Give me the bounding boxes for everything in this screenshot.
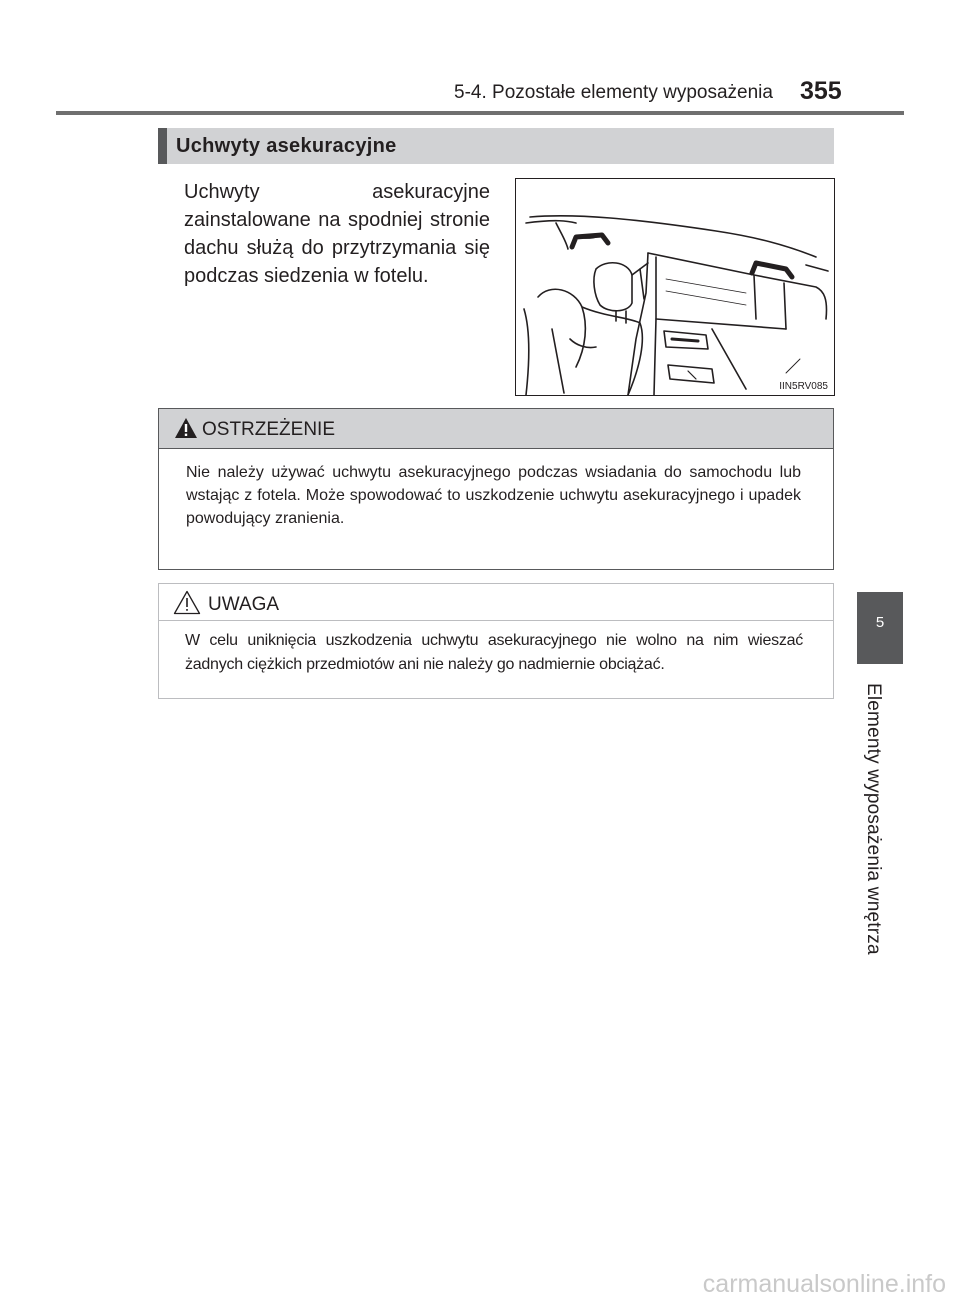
caution-triangle-icon <box>173 590 201 620</box>
car-interior-drawing <box>516 179 834 395</box>
notice-box <box>158 583 834 699</box>
chapter-number: 5 <box>875 614 885 631</box>
running-header-section: 5-4. Pozostałe elementy wyposażenia <box>454 82 773 103</box>
warning-header <box>159 409 833 449</box>
section-heading-bar <box>158 128 167 164</box>
illustration-code: IIN5RV085 <box>779 381 828 392</box>
header-rule <box>56 111 904 115</box>
section-heading <box>158 128 834 164</box>
page-number: 355 <box>800 77 842 105</box>
assist-grip-illustration <box>515 178 835 396</box>
chapter-tab <box>857 592 903 664</box>
notice-header <box>159 584 833 621</box>
notice-title: UWAGA <box>208 594 280 615</box>
warning-triangle-icon <box>174 417 198 444</box>
watermark: carmanualsonline.info <box>702 1270 946 1298</box>
section-heading-text: Uchwyty asekuracyjne <box>176 135 397 157</box>
warning-title: OSTRZEŻENIE <box>202 419 336 440</box>
chapter-title: Elementy wyposażenia wnętrza <box>863 683 884 955</box>
warning-text: Nie należy używać uchwytu asekuracyjnego podczas wsiadania do samochodu lub wstając z fotela. Może spowodować to uszkodzenie uchwytu asekuracyjnego i upadek powodujący zranienia. <box>186 464 801 527</box>
notice-text: W celu uniknięcia uszkodzenia uchwytu asekuracyjnego nie wolno na nim wieszać żadnych ciężkich przedmiotów ani nie należy go nadmiernie obciążać. <box>185 632 803 673</box>
warning-box <box>158 408 834 570</box>
section-body-text: Uchwyty asekuracyjne zainstalowane na spodniej stronie dachu służą do przytrzymania się podczas siedzenia w fotelu. <box>184 181 490 287</box>
